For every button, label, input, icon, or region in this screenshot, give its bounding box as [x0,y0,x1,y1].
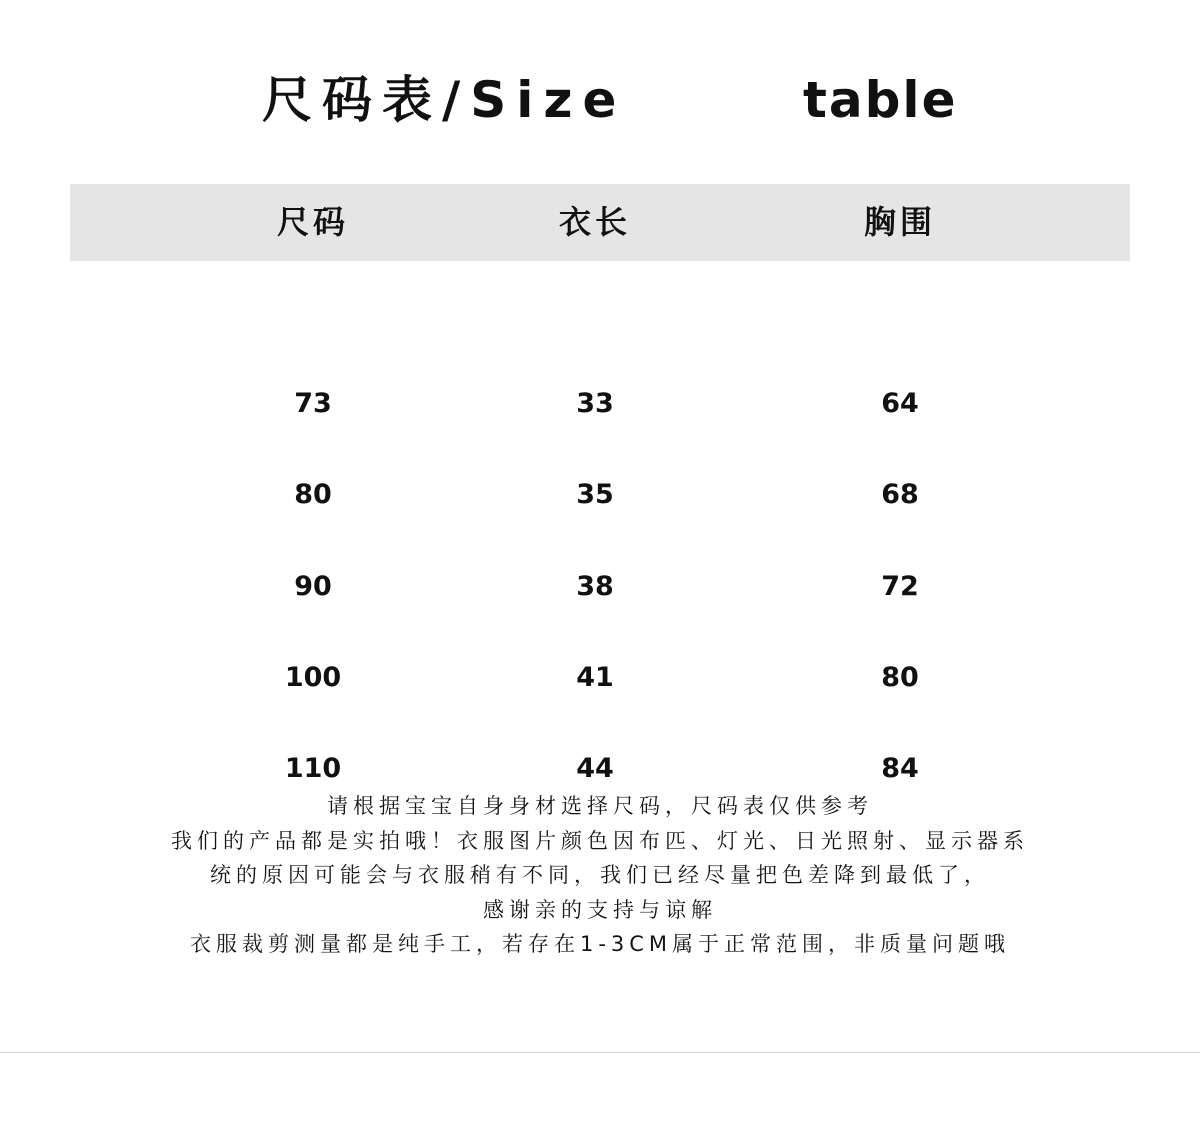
cell-chest: 80 [881,662,919,693]
table-body [70,261,1130,784]
title-left-text: 尺码表/Size [262,71,627,129]
cell-size: 80 [294,479,332,510]
note-line: 统的原因可能会与衣服稍有不同，我们已经尽量把色差降到最低了， [210,863,990,887]
header-chest: 胸围 [863,203,936,241]
cell-size: 110 [284,753,342,784]
table-header-row [70,184,1130,261]
table-row [70,653,1130,703]
note-line: 请根据宝宝自身身材选择尺码，尺码表仅供参考 [327,794,873,818]
cell-length: 38 [576,571,614,602]
cell-chest: 68 [881,479,919,510]
table-row [70,379,1130,429]
cell-size: 100 [284,662,342,693]
note-line: 我们的产品都是实拍哦！衣服图片颜色因布匹、灯光、日光照射、显示器系 [171,828,1029,853]
cell-chest: 72 [881,571,919,602]
note-line: 衣服裁剪测量都是纯手工，若存在1-3CM属于正常范围，非质量问题哦 [189,932,1011,956]
size-notes [0,789,1200,962]
bottom-divider [0,1052,1200,1053]
table-row [70,470,1130,520]
size-table [70,184,1130,784]
size-table-title [0,62,1200,142]
table-row [70,562,1130,612]
cell-chest: 64 [881,388,919,419]
cell-chest: 84 [881,753,919,784]
cell-size: 73 [294,388,332,419]
note-line: 感谢亲的支持与谅解 [483,897,717,922]
title-right-text: table [803,71,958,129]
cell-length: 35 [576,479,614,510]
header-length: 衣长 [558,203,631,241]
header-size: 尺码 [276,203,349,241]
table-row [70,744,1130,794]
cell-length: 41 [576,662,614,693]
cell-size: 90 [294,571,332,602]
cell-length: 33 [576,388,614,419]
cell-length: 44 [576,753,614,784]
